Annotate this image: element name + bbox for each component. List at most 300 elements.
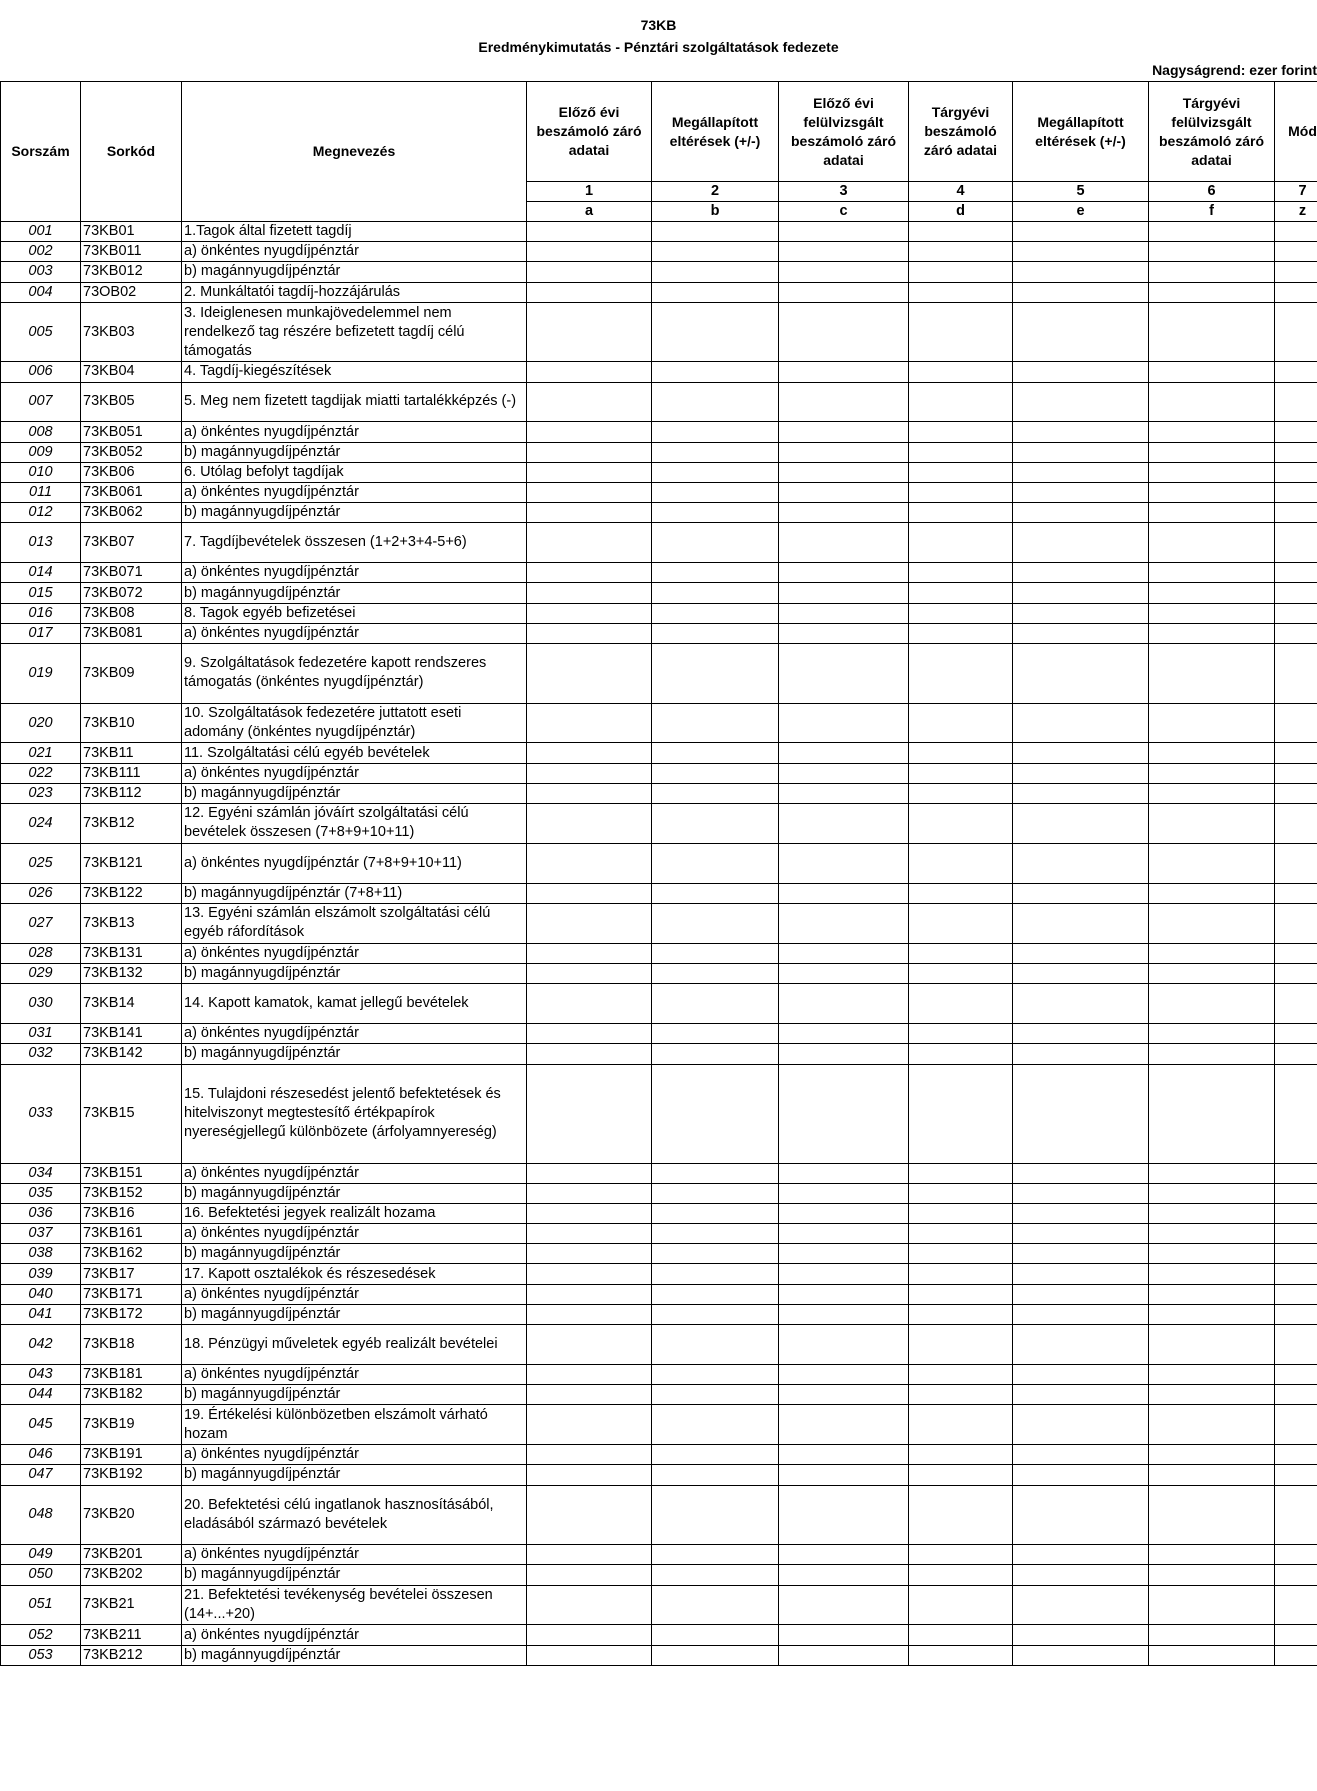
value-cell-col-3[interactable] bbox=[779, 703, 909, 743]
value-cell-col-1[interactable] bbox=[527, 1325, 652, 1365]
value-cell-col-6[interactable] bbox=[1149, 462, 1275, 482]
value-cell-col-5[interactable] bbox=[1013, 904, 1149, 944]
value-cell-col-7[interactable] bbox=[1275, 1064, 1317, 1163]
value-cell-col-3[interactable] bbox=[779, 1364, 909, 1384]
value-cell-col-3[interactable] bbox=[779, 462, 909, 482]
value-cell-col-3[interactable] bbox=[779, 1485, 909, 1545]
value-cell-col-7[interactable] bbox=[1275, 523, 1317, 563]
value-cell-col-3[interactable] bbox=[779, 1645, 909, 1665]
value-cell-col-5[interactable] bbox=[1013, 1405, 1149, 1445]
value-cell-col-3[interactable] bbox=[779, 1545, 909, 1565]
value-cell-col-2[interactable] bbox=[652, 1445, 779, 1465]
value-cell-col-6[interactable] bbox=[1149, 1244, 1275, 1264]
value-cell-col-4[interactable] bbox=[909, 703, 1013, 743]
value-cell-col-1[interactable] bbox=[527, 1183, 652, 1203]
value-cell-col-4[interactable] bbox=[909, 943, 1013, 963]
value-cell-col-5[interactable] bbox=[1013, 984, 1149, 1024]
value-cell-col-6[interactable] bbox=[1149, 362, 1275, 382]
value-cell-col-3[interactable] bbox=[779, 583, 909, 603]
value-cell-col-2[interactable] bbox=[652, 462, 779, 482]
value-cell-col-6[interactable] bbox=[1149, 422, 1275, 442]
value-cell-col-6[interactable] bbox=[1149, 382, 1275, 422]
value-cell-col-1[interactable] bbox=[527, 1163, 652, 1183]
value-cell-col-6[interactable] bbox=[1149, 1465, 1275, 1485]
value-cell-col-7[interactable] bbox=[1275, 242, 1317, 262]
value-cell-col-5[interactable] bbox=[1013, 1024, 1149, 1044]
value-cell-col-2[interactable] bbox=[652, 763, 779, 783]
value-cell-col-1[interactable] bbox=[527, 603, 652, 623]
value-cell-col-5[interactable] bbox=[1013, 623, 1149, 643]
value-cell-col-2[interactable] bbox=[652, 282, 779, 302]
value-cell-col-6[interactable] bbox=[1149, 1485, 1275, 1545]
value-cell-col-4[interactable] bbox=[909, 644, 1013, 704]
value-cell-col-1[interactable] bbox=[527, 1064, 652, 1163]
value-cell-col-4[interactable] bbox=[909, 462, 1013, 482]
value-cell-col-6[interactable] bbox=[1149, 1364, 1275, 1384]
value-cell-col-5[interactable] bbox=[1013, 523, 1149, 563]
value-cell-col-3[interactable] bbox=[779, 1183, 909, 1203]
value-cell-col-6[interactable] bbox=[1149, 1325, 1275, 1365]
value-cell-col-1[interactable] bbox=[527, 1304, 652, 1324]
value-cell-col-2[interactable] bbox=[652, 743, 779, 763]
value-cell-col-2[interactable] bbox=[652, 563, 779, 583]
value-cell-col-4[interactable] bbox=[909, 783, 1013, 803]
value-cell-col-5[interactable] bbox=[1013, 1364, 1149, 1384]
value-cell-col-6[interactable] bbox=[1149, 1385, 1275, 1405]
value-cell-col-6[interactable] bbox=[1149, 1445, 1275, 1465]
value-cell-col-1[interactable] bbox=[527, 1385, 652, 1405]
value-cell-col-2[interactable] bbox=[652, 1465, 779, 1485]
value-cell-col-1[interactable] bbox=[527, 1364, 652, 1384]
value-cell-col-3[interactable] bbox=[779, 503, 909, 523]
value-cell-col-2[interactable] bbox=[652, 482, 779, 502]
value-cell-col-3[interactable] bbox=[779, 1325, 909, 1365]
value-cell-col-1[interactable] bbox=[527, 943, 652, 963]
value-cell-col-6[interactable] bbox=[1149, 242, 1275, 262]
value-cell-col-3[interactable] bbox=[779, 1044, 909, 1064]
value-cell-col-2[interactable] bbox=[652, 623, 779, 643]
value-cell-col-4[interactable] bbox=[909, 1044, 1013, 1064]
value-cell-col-5[interactable] bbox=[1013, 1304, 1149, 1324]
value-cell-col-3[interactable] bbox=[779, 302, 909, 362]
value-cell-col-2[interactable] bbox=[652, 703, 779, 743]
value-cell-col-6[interactable] bbox=[1149, 763, 1275, 783]
value-cell-col-3[interactable] bbox=[779, 422, 909, 442]
value-cell-col-1[interactable] bbox=[527, 1445, 652, 1465]
value-cell-col-7[interactable] bbox=[1275, 1244, 1317, 1264]
value-cell-col-3[interactable] bbox=[779, 743, 909, 763]
value-cell-col-6[interactable] bbox=[1149, 1645, 1275, 1665]
value-cell-col-6[interactable] bbox=[1149, 1163, 1275, 1183]
value-cell-col-7[interactable] bbox=[1275, 1385, 1317, 1405]
value-cell-col-4[interactable] bbox=[909, 1203, 1013, 1223]
value-cell-col-5[interactable] bbox=[1013, 1064, 1149, 1163]
value-cell-col-1[interactable] bbox=[527, 282, 652, 302]
value-cell-col-7[interactable] bbox=[1275, 743, 1317, 763]
value-cell-col-1[interactable] bbox=[527, 783, 652, 803]
value-cell-col-5[interactable] bbox=[1013, 1545, 1149, 1565]
value-cell-col-2[interactable] bbox=[652, 1024, 779, 1044]
value-cell-col-4[interactable] bbox=[909, 1645, 1013, 1665]
value-cell-col-1[interactable] bbox=[527, 644, 652, 704]
value-cell-col-1[interactable] bbox=[527, 904, 652, 944]
value-cell-col-1[interactable] bbox=[527, 462, 652, 482]
value-cell-col-7[interactable] bbox=[1275, 222, 1317, 242]
value-cell-col-1[interactable] bbox=[527, 703, 652, 743]
value-cell-col-7[interactable] bbox=[1275, 943, 1317, 963]
value-cell-col-4[interactable] bbox=[909, 623, 1013, 643]
value-cell-col-1[interactable] bbox=[527, 362, 652, 382]
value-cell-col-1[interactable] bbox=[527, 843, 652, 883]
value-cell-col-4[interactable] bbox=[909, 1565, 1013, 1585]
value-cell-col-7[interactable] bbox=[1275, 1024, 1317, 1044]
value-cell-col-7[interactable] bbox=[1275, 1405, 1317, 1445]
value-cell-col-2[interactable] bbox=[652, 1284, 779, 1304]
value-cell-col-5[interactable] bbox=[1013, 763, 1149, 783]
value-cell-col-5[interactable] bbox=[1013, 442, 1149, 462]
value-cell-col-5[interactable] bbox=[1013, 1645, 1149, 1665]
value-cell-col-6[interactable] bbox=[1149, 644, 1275, 704]
value-cell-col-2[interactable] bbox=[652, 222, 779, 242]
value-cell-col-2[interactable] bbox=[652, 1565, 779, 1585]
value-cell-col-4[interactable] bbox=[909, 843, 1013, 883]
value-cell-col-3[interactable] bbox=[779, 482, 909, 502]
value-cell-col-5[interactable] bbox=[1013, 1163, 1149, 1183]
value-cell-col-3[interactable] bbox=[779, 1304, 909, 1324]
value-cell-col-4[interactable] bbox=[909, 503, 1013, 523]
value-cell-col-4[interactable] bbox=[909, 442, 1013, 462]
value-cell-col-7[interactable] bbox=[1275, 1485, 1317, 1545]
value-cell-col-3[interactable] bbox=[779, 262, 909, 282]
value-cell-col-6[interactable] bbox=[1149, 1625, 1275, 1645]
value-cell-col-5[interactable] bbox=[1013, 1264, 1149, 1284]
value-cell-col-6[interactable] bbox=[1149, 1565, 1275, 1585]
value-cell-col-4[interactable] bbox=[909, 964, 1013, 984]
value-cell-col-6[interactable] bbox=[1149, 623, 1275, 643]
value-cell-col-4[interactable] bbox=[909, 1385, 1013, 1405]
value-cell-col-3[interactable] bbox=[779, 1565, 909, 1585]
value-cell-col-3[interactable] bbox=[779, 843, 909, 883]
value-cell-col-7[interactable] bbox=[1275, 1445, 1317, 1465]
value-cell-col-2[interactable] bbox=[652, 1485, 779, 1545]
value-cell-col-1[interactable] bbox=[527, 1625, 652, 1645]
value-cell-col-7[interactable] bbox=[1275, 362, 1317, 382]
value-cell-col-5[interactable] bbox=[1013, 1183, 1149, 1203]
value-cell-col-7[interactable] bbox=[1275, 462, 1317, 482]
value-cell-col-6[interactable] bbox=[1149, 1545, 1275, 1565]
value-cell-col-2[interactable] bbox=[652, 1064, 779, 1163]
value-cell-col-1[interactable] bbox=[527, 302, 652, 362]
value-cell-col-2[interactable] bbox=[652, 503, 779, 523]
value-cell-col-2[interactable] bbox=[652, 1385, 779, 1405]
value-cell-col-7[interactable] bbox=[1275, 1465, 1317, 1485]
value-cell-col-2[interactable] bbox=[652, 883, 779, 903]
value-cell-col-4[interactable] bbox=[909, 883, 1013, 903]
value-cell-col-5[interactable] bbox=[1013, 1325, 1149, 1365]
value-cell-col-6[interactable] bbox=[1149, 222, 1275, 242]
value-cell-col-6[interactable] bbox=[1149, 964, 1275, 984]
value-cell-col-3[interactable] bbox=[779, 1163, 909, 1183]
value-cell-col-5[interactable] bbox=[1013, 1445, 1149, 1465]
value-cell-col-5[interactable] bbox=[1013, 1284, 1149, 1304]
value-cell-col-5[interactable] bbox=[1013, 1625, 1149, 1645]
value-cell-col-3[interactable] bbox=[779, 382, 909, 422]
value-cell-col-2[interactable] bbox=[652, 984, 779, 1024]
value-cell-col-4[interactable] bbox=[909, 1445, 1013, 1465]
value-cell-col-2[interactable] bbox=[652, 242, 779, 262]
value-cell-col-4[interactable] bbox=[909, 1224, 1013, 1244]
value-cell-col-3[interactable] bbox=[779, 603, 909, 623]
value-cell-col-2[interactable] bbox=[652, 523, 779, 563]
value-cell-col-6[interactable] bbox=[1149, 1044, 1275, 1064]
value-cell-col-2[interactable] bbox=[652, 1163, 779, 1183]
value-cell-col-5[interactable] bbox=[1013, 583, 1149, 603]
value-cell-col-3[interactable] bbox=[779, 1585, 909, 1625]
value-cell-col-5[interactable] bbox=[1013, 1565, 1149, 1585]
value-cell-col-1[interactable] bbox=[527, 563, 652, 583]
value-cell-col-4[interactable] bbox=[909, 1625, 1013, 1645]
value-cell-col-2[interactable] bbox=[652, 1645, 779, 1665]
value-cell-col-2[interactable] bbox=[652, 1364, 779, 1384]
value-cell-col-4[interactable] bbox=[909, 1545, 1013, 1565]
value-cell-col-4[interactable] bbox=[909, 422, 1013, 442]
value-cell-col-6[interactable] bbox=[1149, 302, 1275, 362]
value-cell-col-6[interactable] bbox=[1149, 583, 1275, 603]
value-cell-col-4[interactable] bbox=[909, 1364, 1013, 1384]
value-cell-col-5[interactable] bbox=[1013, 382, 1149, 422]
value-cell-col-4[interactable] bbox=[909, 804, 1013, 844]
value-cell-col-7[interactable] bbox=[1275, 563, 1317, 583]
value-cell-col-5[interactable] bbox=[1013, 362, 1149, 382]
value-cell-col-6[interactable] bbox=[1149, 783, 1275, 803]
value-cell-col-1[interactable] bbox=[527, 1645, 652, 1665]
value-cell-col-4[interactable] bbox=[909, 1244, 1013, 1264]
value-cell-col-7[interactable] bbox=[1275, 302, 1317, 362]
value-cell-col-7[interactable] bbox=[1275, 964, 1317, 984]
value-cell-col-5[interactable] bbox=[1013, 1465, 1149, 1485]
value-cell-col-5[interactable] bbox=[1013, 282, 1149, 302]
value-cell-col-2[interactable] bbox=[652, 1545, 779, 1565]
value-cell-col-1[interactable] bbox=[527, 1565, 652, 1585]
value-cell-col-4[interactable] bbox=[909, 904, 1013, 944]
value-cell-col-6[interactable] bbox=[1149, 563, 1275, 583]
value-cell-col-3[interactable] bbox=[779, 1385, 909, 1405]
value-cell-col-4[interactable] bbox=[909, 1163, 1013, 1183]
value-cell-col-2[interactable] bbox=[652, 302, 779, 362]
value-cell-col-7[interactable] bbox=[1275, 1645, 1317, 1665]
value-cell-col-6[interactable] bbox=[1149, 1183, 1275, 1203]
value-cell-col-3[interactable] bbox=[779, 1064, 909, 1163]
value-cell-col-5[interactable] bbox=[1013, 843, 1149, 883]
value-cell-col-1[interactable] bbox=[527, 1405, 652, 1445]
value-cell-col-3[interactable] bbox=[779, 442, 909, 462]
value-cell-col-5[interactable] bbox=[1013, 644, 1149, 704]
value-cell-col-6[interactable] bbox=[1149, 1064, 1275, 1163]
value-cell-col-7[interactable] bbox=[1275, 1224, 1317, 1244]
value-cell-col-7[interactable] bbox=[1275, 1364, 1317, 1384]
value-cell-col-7[interactable] bbox=[1275, 984, 1317, 1024]
value-cell-col-6[interactable] bbox=[1149, 523, 1275, 563]
value-cell-col-2[interactable] bbox=[652, 382, 779, 422]
value-cell-col-6[interactable] bbox=[1149, 904, 1275, 944]
value-cell-col-1[interactable] bbox=[527, 1244, 652, 1264]
value-cell-col-4[interactable] bbox=[909, 984, 1013, 1024]
value-cell-col-5[interactable] bbox=[1013, 302, 1149, 362]
value-cell-col-7[interactable] bbox=[1275, 482, 1317, 502]
value-cell-col-2[interactable] bbox=[652, 964, 779, 984]
value-cell-col-2[interactable] bbox=[652, 422, 779, 442]
value-cell-col-1[interactable] bbox=[527, 984, 652, 1024]
value-cell-col-6[interactable] bbox=[1149, 1304, 1275, 1324]
value-cell-col-7[interactable] bbox=[1275, 603, 1317, 623]
value-cell-col-1[interactable] bbox=[527, 523, 652, 563]
value-cell-col-7[interactable] bbox=[1275, 1304, 1317, 1324]
value-cell-col-4[interactable] bbox=[909, 1284, 1013, 1304]
value-cell-col-7[interactable] bbox=[1275, 703, 1317, 743]
value-cell-col-1[interactable] bbox=[527, 623, 652, 643]
value-cell-col-3[interactable] bbox=[779, 1224, 909, 1244]
value-cell-col-3[interactable] bbox=[779, 563, 909, 583]
value-cell-col-3[interactable] bbox=[779, 623, 909, 643]
value-cell-col-6[interactable] bbox=[1149, 1585, 1275, 1625]
value-cell-col-2[interactable] bbox=[652, 262, 779, 282]
value-cell-col-7[interactable] bbox=[1275, 644, 1317, 704]
value-cell-col-6[interactable] bbox=[1149, 262, 1275, 282]
value-cell-col-1[interactable] bbox=[527, 1264, 652, 1284]
value-cell-col-2[interactable] bbox=[652, 1264, 779, 1284]
value-cell-col-2[interactable] bbox=[652, 1244, 779, 1264]
value-cell-col-4[interactable] bbox=[909, 1585, 1013, 1625]
value-cell-col-7[interactable] bbox=[1275, 282, 1317, 302]
value-cell-col-3[interactable] bbox=[779, 1244, 909, 1264]
value-cell-col-2[interactable] bbox=[652, 1405, 779, 1445]
value-cell-col-5[interactable] bbox=[1013, 703, 1149, 743]
value-cell-col-2[interactable] bbox=[652, 644, 779, 704]
value-cell-col-3[interactable] bbox=[779, 1625, 909, 1645]
value-cell-col-7[interactable] bbox=[1275, 1203, 1317, 1223]
value-cell-col-4[interactable] bbox=[909, 1325, 1013, 1365]
value-cell-col-2[interactable] bbox=[652, 1625, 779, 1645]
value-cell-col-2[interactable] bbox=[652, 943, 779, 963]
value-cell-col-2[interactable] bbox=[652, 783, 779, 803]
value-cell-col-7[interactable] bbox=[1275, 442, 1317, 462]
value-cell-col-6[interactable] bbox=[1149, 743, 1275, 763]
value-cell-col-4[interactable] bbox=[909, 282, 1013, 302]
value-cell-col-2[interactable] bbox=[652, 583, 779, 603]
value-cell-col-3[interactable] bbox=[779, 1465, 909, 1485]
value-cell-col-1[interactable] bbox=[527, 422, 652, 442]
value-cell-col-7[interactable] bbox=[1275, 1565, 1317, 1585]
value-cell-col-1[interactable] bbox=[527, 442, 652, 462]
value-cell-col-3[interactable] bbox=[779, 242, 909, 262]
value-cell-col-1[interactable] bbox=[527, 482, 652, 502]
value-cell-col-3[interactable] bbox=[779, 804, 909, 844]
value-cell-col-3[interactable] bbox=[779, 943, 909, 963]
value-cell-col-5[interactable] bbox=[1013, 943, 1149, 963]
value-cell-col-3[interactable] bbox=[779, 222, 909, 242]
value-cell-col-4[interactable] bbox=[909, 482, 1013, 502]
value-cell-col-1[interactable] bbox=[527, 503, 652, 523]
value-cell-col-7[interactable] bbox=[1275, 583, 1317, 603]
value-cell-col-3[interactable] bbox=[779, 523, 909, 563]
value-cell-col-7[interactable] bbox=[1275, 804, 1317, 844]
value-cell-col-6[interactable] bbox=[1149, 603, 1275, 623]
value-cell-col-6[interactable] bbox=[1149, 482, 1275, 502]
value-cell-col-2[interactable] bbox=[652, 1325, 779, 1365]
value-cell-col-4[interactable] bbox=[909, 262, 1013, 282]
value-cell-col-7[interactable] bbox=[1275, 1163, 1317, 1183]
value-cell-col-6[interactable] bbox=[1149, 1224, 1275, 1244]
value-cell-col-7[interactable] bbox=[1275, 1325, 1317, 1365]
value-cell-col-7[interactable] bbox=[1275, 262, 1317, 282]
value-cell-col-1[interactable] bbox=[527, 1545, 652, 1565]
value-cell-col-3[interactable] bbox=[779, 1445, 909, 1465]
value-cell-col-1[interactable] bbox=[527, 743, 652, 763]
value-cell-col-5[interactable] bbox=[1013, 242, 1149, 262]
value-cell-col-1[interactable] bbox=[527, 583, 652, 603]
value-cell-col-3[interactable] bbox=[779, 362, 909, 382]
value-cell-col-5[interactable] bbox=[1013, 1244, 1149, 1264]
value-cell-col-6[interactable] bbox=[1149, 1264, 1275, 1284]
value-cell-col-5[interactable] bbox=[1013, 422, 1149, 442]
value-cell-col-7[interactable] bbox=[1275, 843, 1317, 883]
value-cell-col-6[interactable] bbox=[1149, 503, 1275, 523]
value-cell-col-7[interactable] bbox=[1275, 763, 1317, 783]
value-cell-col-5[interactable] bbox=[1013, 503, 1149, 523]
value-cell-col-4[interactable] bbox=[909, 362, 1013, 382]
value-cell-col-3[interactable] bbox=[779, 1405, 909, 1445]
value-cell-col-4[interactable] bbox=[909, 763, 1013, 783]
value-cell-col-5[interactable] bbox=[1013, 563, 1149, 583]
value-cell-col-1[interactable] bbox=[527, 242, 652, 262]
value-cell-col-1[interactable] bbox=[527, 1224, 652, 1244]
value-cell-col-3[interactable] bbox=[779, 904, 909, 944]
value-cell-col-5[interactable] bbox=[1013, 222, 1149, 242]
value-cell-col-1[interactable] bbox=[527, 964, 652, 984]
value-cell-col-1[interactable] bbox=[527, 763, 652, 783]
value-cell-col-7[interactable] bbox=[1275, 883, 1317, 903]
value-cell-col-6[interactable] bbox=[1149, 1024, 1275, 1044]
value-cell-col-2[interactable] bbox=[652, 1183, 779, 1203]
value-cell-col-3[interactable] bbox=[779, 883, 909, 903]
value-cell-col-6[interactable] bbox=[1149, 943, 1275, 963]
value-cell-col-6[interactable] bbox=[1149, 804, 1275, 844]
value-cell-col-4[interactable] bbox=[909, 1264, 1013, 1284]
value-cell-col-5[interactable] bbox=[1013, 603, 1149, 623]
value-cell-col-2[interactable] bbox=[652, 1585, 779, 1625]
value-cell-col-6[interactable] bbox=[1149, 984, 1275, 1024]
value-cell-col-4[interactable] bbox=[909, 1465, 1013, 1485]
value-cell-col-5[interactable] bbox=[1013, 1044, 1149, 1064]
value-cell-col-5[interactable] bbox=[1013, 883, 1149, 903]
value-cell-col-3[interactable] bbox=[779, 644, 909, 704]
value-cell-col-1[interactable] bbox=[527, 1485, 652, 1545]
value-cell-col-1[interactable] bbox=[527, 1203, 652, 1223]
value-cell-col-4[interactable] bbox=[909, 382, 1013, 422]
value-cell-col-1[interactable] bbox=[527, 1284, 652, 1304]
value-cell-col-4[interactable] bbox=[909, 1024, 1013, 1044]
value-cell-col-3[interactable] bbox=[779, 763, 909, 783]
value-cell-col-5[interactable] bbox=[1013, 804, 1149, 844]
value-cell-col-2[interactable] bbox=[652, 442, 779, 462]
value-cell-col-7[interactable] bbox=[1275, 1625, 1317, 1645]
value-cell-col-7[interactable] bbox=[1275, 382, 1317, 422]
value-cell-col-6[interactable] bbox=[1149, 1405, 1275, 1445]
value-cell-col-7[interactable] bbox=[1275, 1044, 1317, 1064]
value-cell-col-2[interactable] bbox=[652, 362, 779, 382]
value-cell-col-4[interactable] bbox=[909, 222, 1013, 242]
value-cell-col-4[interactable] bbox=[909, 1405, 1013, 1445]
